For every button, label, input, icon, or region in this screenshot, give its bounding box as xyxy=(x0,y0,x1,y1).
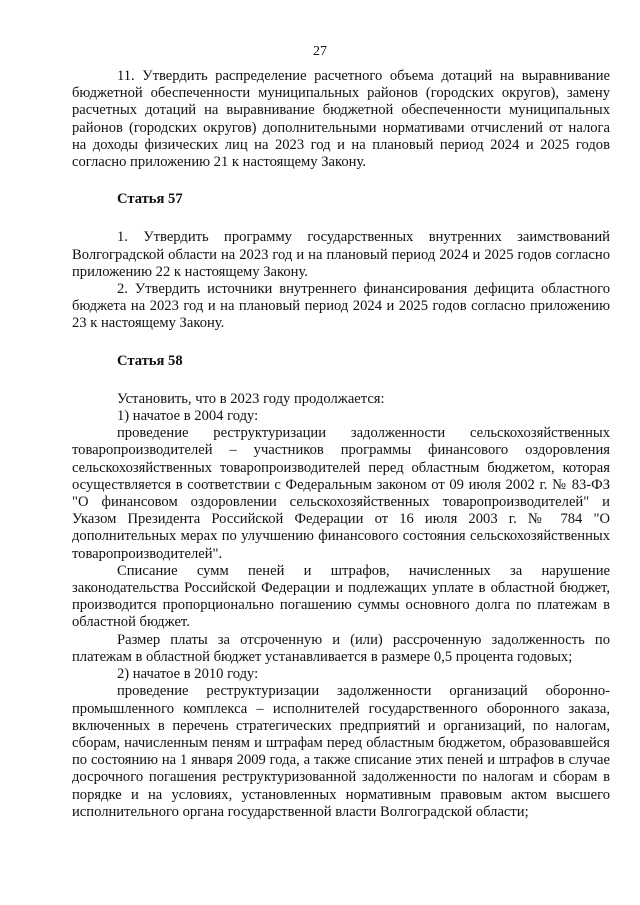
article-57-paragraph-2: 2. Утвердить источники внутреннего финансирования дефицита областного бюджета на 2023 год и на плановый период 2024 и 2025 годов согласно приложению 23 к настоящему Закону. xyxy=(72,281,610,332)
article-57-paragraph-1: 1. Утвердить программу государственных внутренних заимствований Волгоградской области на 2023 год и на плановый период 2024 и 2025 годов согласно приложению 22 к настоящему Закону. xyxy=(72,229,610,280)
article-57-heading: Статья 57 xyxy=(117,191,183,208)
article-58-item-1: 1) начатое в 2004 году: xyxy=(117,408,259,425)
article-58-item-2: 2) начатое в 2010 году: xyxy=(117,666,259,683)
article-58-restructuring-agri: проведение реструктуризации задолженности сельскохозяйственных товаропроизводителей – участников программы финансового оздоровления сельскохозяйственных товаропроизводителей перед областным бюджетом, которая осуществляется в соответствии с Федеральным законом от 09 июля 2002 г. № 83-ФЗ "О финансовом оздоровлении сельскохозяйственных товаропроизводителей" и Указом Президента Российской Федерации от 16 июля 2003 г. № 784 "О дополнительных мерах по улучшению финансового состояния сельскохозяйственных товаропроизводителей". xyxy=(72,425,610,562)
article-58-fee-size: Размер платы за отсроченную и (или) рассроченную задолженность по платежам в областной бюджет устанавливается в размере 0,5 процента годовых; xyxy=(72,631,610,665)
document-body xyxy=(72,68,610,821)
article-58-restructuring-defense: проведение реструктуризации задолженности организаций оборонно-промышленного комплекса – исполнителей государственного оборонного заказа, включенных в перечень стратегических предприятий и организаций, по налогам, сборам, начисленным пеням и штрафам перед областным бюджетом, образовавшейся по состоянию на 1 января 2009 года, а также списание этих пеней и штрафов в случае досрочного погашения реструктуризованной задолженности по налогам и сборам в порядке и на условиях, установленных нормативным правовым актом высшего исполнительного органа государственной власти Волгоградской области; xyxy=(72,683,610,820)
article-58-intro: Установить, что в 2023 году продолжается: xyxy=(117,390,385,407)
article-58-heading: Статья 58 xyxy=(117,352,183,369)
page-number: 27 xyxy=(313,44,327,59)
paragraph-item-11: 11. Утвердить распределение расчетного объема дотаций на выравнивание бюджетной обеспеченности муниципальных районов (городских округов), замену расчетных дотаций на выравнивание бюджетной обеспеченности муниципальных районов (городских округов) дополнительными нормативами отчислений от налога на доходы физических лиц на 2023 год и на плановый период 2024 и 2025 годов согласно приложению 21 к настоящему Закону. xyxy=(72,68,610,171)
article-58-penalty-writeoff: Списание сумм пеней и штрафов, начисленных за нарушение законодательства Российской Федерации и подлежащих уплате в областной бюджет, производится пропорционально погашению суммы основного долга по платежам в областной бюджет. xyxy=(72,562,610,631)
